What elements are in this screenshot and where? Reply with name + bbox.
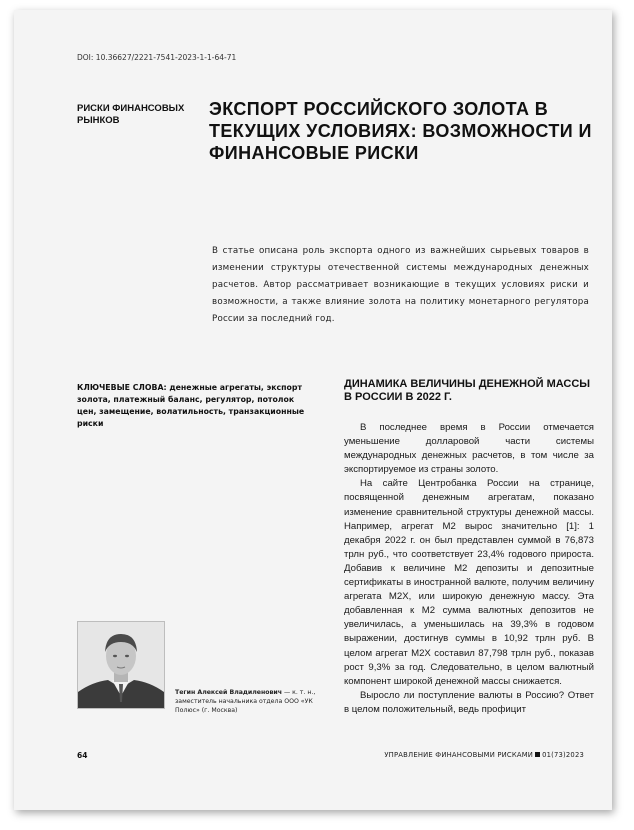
- journal-page: [14, 10, 612, 810]
- keywords-label: КЛЮЧЕВЫЕ СЛОВА:: [77, 383, 167, 392]
- article-title: ЭКСПОРТ РОССИЙСКОГО ЗОЛОТА В ТЕКУЩИХ УСЛОВИЯХ: ВОЗМОЖНОСТИ И ФИНАНСОВЫЕ РИСКИ: [209, 99, 592, 163]
- running-footer: [384, 751, 584, 759]
- author-details: — к. т. н., заместитель начальника отдела ООО «УК Полюс» (г. Москва): [175, 689, 316, 714]
- issue-number: 01(73)2023: [542, 751, 584, 759]
- author-name: Тегин Алексей Владиленович: [175, 689, 282, 696]
- body-paragraph: Выросло ли поступление валюты в Россию? Ответ в целом положительный, ведь профицит: [344, 689, 594, 715]
- keywords-text: денежные агрегаты, экспорт золота, платежный баланс, регулятор, потолок цен, замещение, волатильность, транзакционные риски: [77, 383, 305, 428]
- body-paragraph: В последнее время в России отмечается уменьшение долларовой части системы международных денежных расчетов, в том числе за экспортируемое из страны золото.: [344, 422, 594, 476]
- author-info: [175, 688, 325, 715]
- page-number: 64: [77, 751, 88, 760]
- article-body: [344, 421, 594, 727]
- doi-line: DOI: 10.36627/2221-7541-2023-1-1-64-71: [77, 53, 237, 62]
- section-heading: ДИНАМИКА ВЕЛИЧИНЫ ДЕНЕЖНОЙ МАССЫ В РОССИИ В 2022 Г.: [344, 378, 591, 403]
- square-separator-icon: [535, 752, 540, 757]
- rubric-label: РИСКИ ФИНАНСОВЫХ РЫНКОВ: [77, 103, 185, 126]
- journal-name: УПРАВЛЕНИЕ ФИНАНСОВЫМИ РИСКАМИ: [384, 751, 534, 759]
- author-photo: [77, 621, 165, 709]
- keywords: [77, 382, 311, 430]
- body-paragraph: На сайте Центробанка России на странице, посвященной денежным агрегатам, показано изменение сравнительной структуры денежной массы. Например, агрегат М2 вырос значительно [1]: 1 декабря 2022 г. он был представлен суммой в 76,873 трлн руб., что соответствует 23,4% годового прироста. Добавив к величине М2 депозиты и депозитные сертификаты в иностранной валюте, получим величину агрегата М2Х, или широкую денежную массу. Эта добавленная к М2 сумма валютных депозитов не увеличилась, а уменьшилась на 39,3% в годовом выражении, достигнув суммы в 10,92 трлн руб. В целом агрегат М2Х составил 87,798 трлн руб., показав рост 9,3% за год. Следовательно, в целом валютный компонент широкой денежной массы снижается.: [344, 478, 594, 687]
- abstract: В статье описана роль экспорта одного из важнейших сырьевых товаров в изменении структуры отечественной системы международных денежных расчетов. Автор рассматривает возникающие в текущих условиях риски и возможности, а также влияние золота на политику монетарного регулятора России за последний год.: [212, 246, 589, 324]
- author-portrait-image: [78, 622, 164, 708]
